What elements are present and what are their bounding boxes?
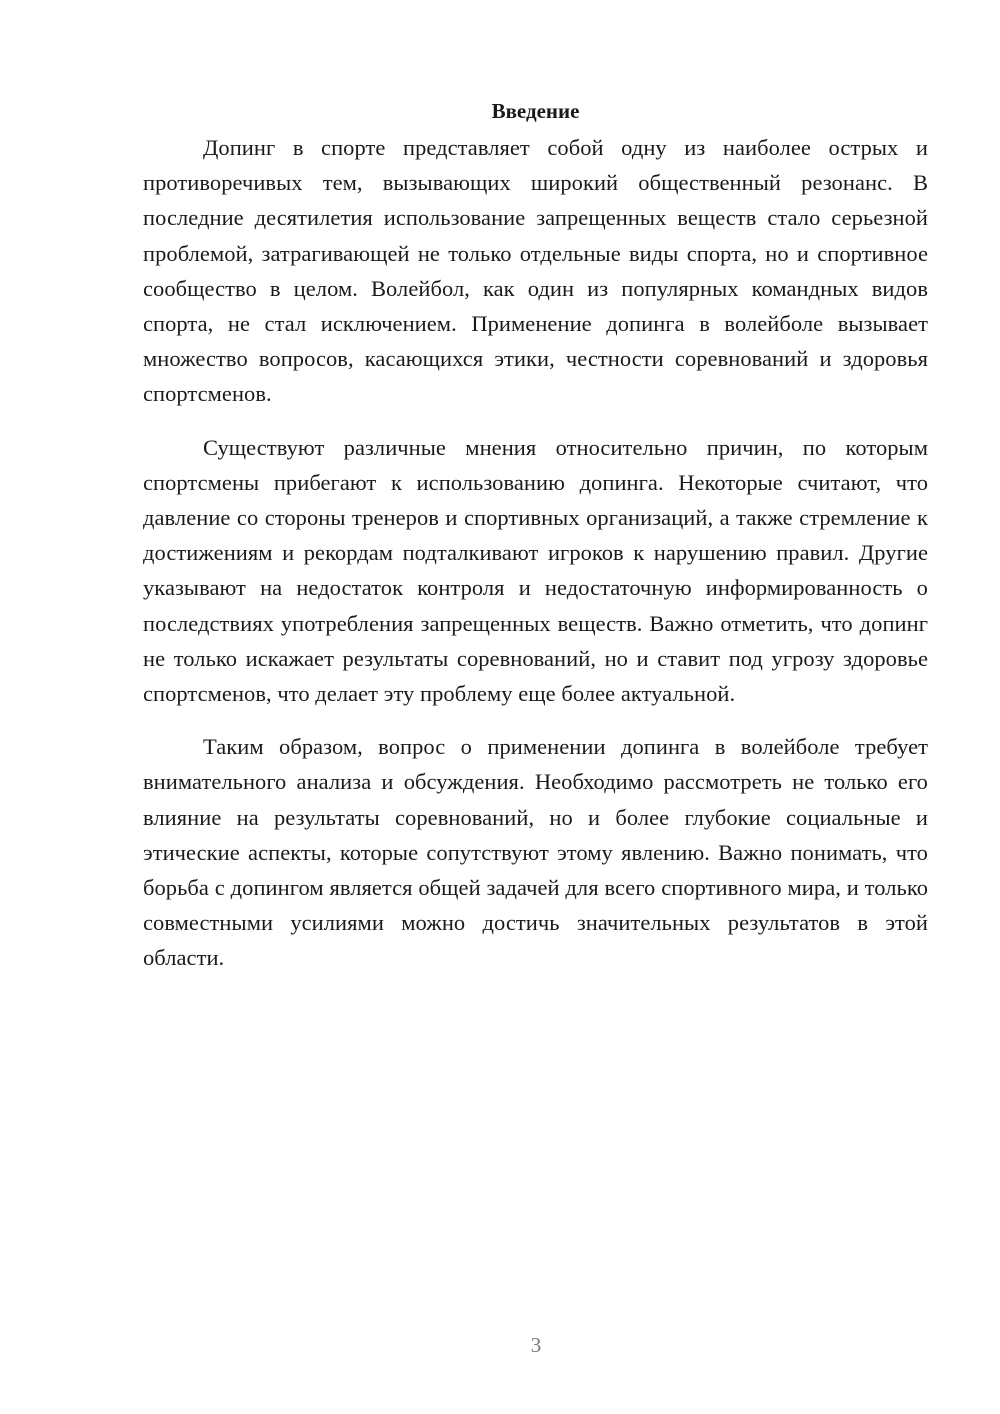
document-body bbox=[143, 96, 928, 994]
section-title: Введение bbox=[491, 99, 580, 123]
page-number: 3 bbox=[530, 1333, 542, 1357]
paragraph-2: Существуют различные мнения относительно причин, по которым спортсмены прибегают к использованию допинга. Некоторые считают, что давление со стороны тренеров и спортивных организаций, а также стремление к достижениям и рекордам подталкивают игроков к нарушению правил. Другие указывают на недостаток контроля и недостаточную информированность о последствиях употребления запрещенных веществ. Важно отметить, что допинг не только искажает результаты соревнований, но и ставит под угрозу здоровье спортсменов, что делает эту проблему еще более актуальной. bbox=[143, 434, 928, 707]
paragraph-1: Допинг в спорте представляет собой одну из наиболее острых и противоречивых тем, вызывающих широкий общественный резонанс. В последние десятилетия использование запрещенных веществ стало серьезной проблемой, затрагивающей не только отдельные виды спорта, но и спортивное сообщество в целом. Волейбол, как один из популярных командных видов спорта, не стал исключением. Применение допинга в волейболе вызывает множество вопросов, касающихся этики, честности соревнований и здоровья спортсменов. bbox=[143, 135, 928, 407]
paragraph-3: Таким образом, вопрос о применении допинга в волейболе требует внимательного анализа и обсуждения. Необходимо рассмотреть не только его влияние на результаты соревнований, но и более глубокие социальные и этические аспекты, которые сопутствуют этому явлению. Важно понимать, что борьба с допингом является общей задачей для всего спортивного мира, и только совместными усилиями можно достичь значительных результатов в этой области. bbox=[143, 734, 928, 971]
